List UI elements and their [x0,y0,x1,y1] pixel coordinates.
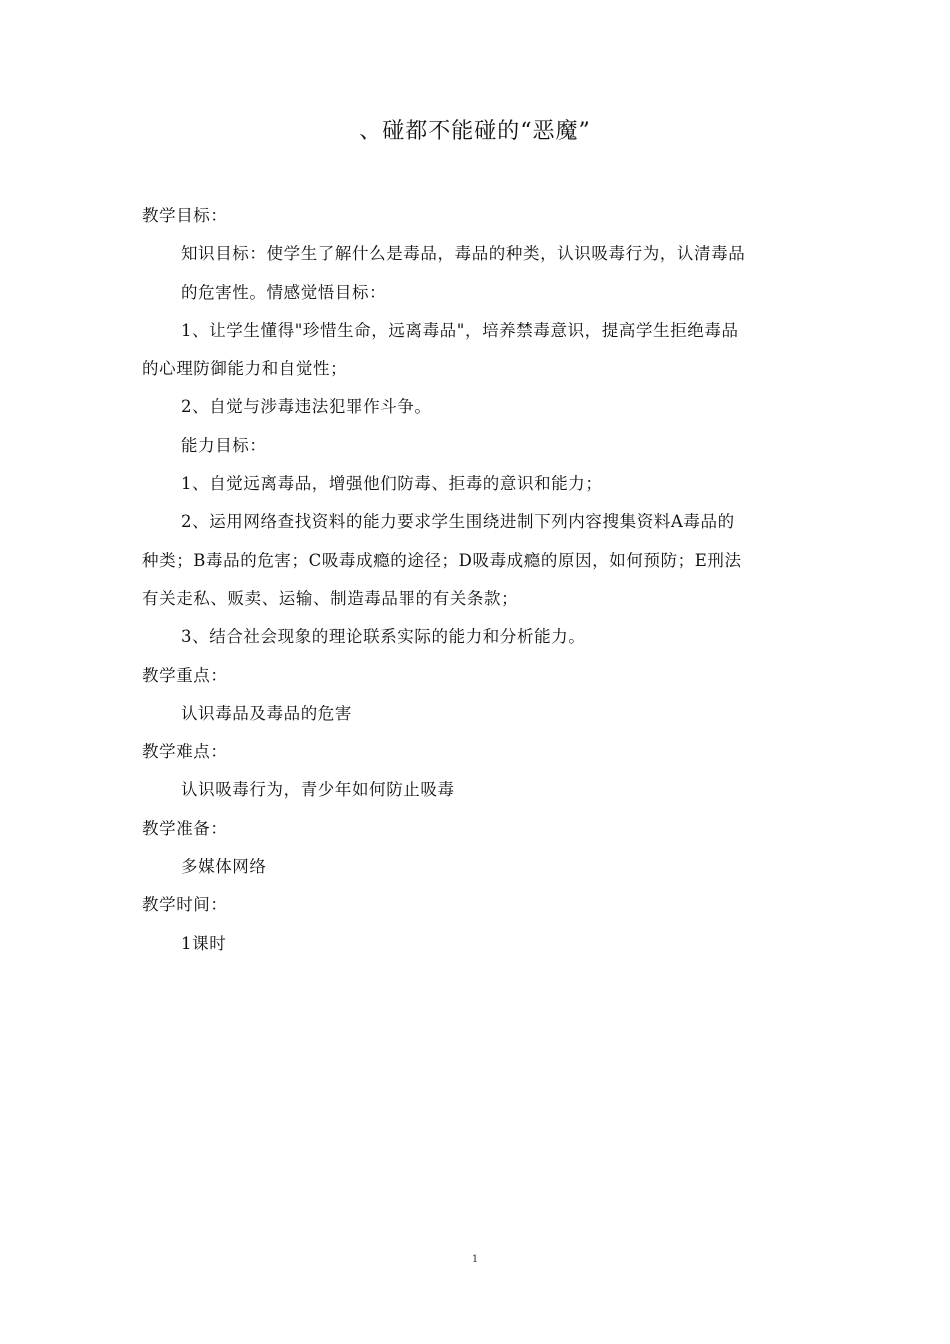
paragraph-line: 2、运用网络查找资料的能力要求学生围绕进制下列内容搜集资料A毒品的 [181,512,735,532]
paragraph-line: 有关走私、贩卖、运输、制造毒品罪的有关条款； [142,588,519,608]
paragraph-line: 2、自觉与涉毒违法犯罪作斗争。 [181,397,432,417]
paragraph-line: 种类；B毒品的危害；C吸毒成瘾的途径；D吸毒成瘾的原因，如何预防；E刑法 [142,550,742,570]
section-heading-difficulties: 教学难点： [142,742,228,762]
section-heading-key-points: 教学重点： [142,665,228,685]
page-number: 1 [471,1254,479,1265]
paragraph-line: 多媒体网络 [181,857,267,877]
paragraph-line: 3、结合社会现象的理论联系实际的能力和分析能力。 [181,627,586,647]
paragraph-line: 的心理防御能力和自觉性； [142,359,348,379]
document-body [142,197,822,963]
subheading-ability-objectives: 能力目标： [181,435,267,455]
section-heading-preparation: 教学准备： [142,818,228,838]
paragraph-line: 知识目标：使学生了解什么是毒品，毒品的种类，认识吸毒行为，认清毒品 [181,244,746,264]
paragraph-line: 认识吸毒行为，青少年如何防止吸毒 [181,780,455,800]
section-heading-objectives: 教学目标： [142,206,228,225]
paragraph-line: 的危害性。情感觉悟目标： [181,282,387,302]
paragraph-line: 1、自觉远离毒品，增强他们防毒、拒毒的意识和能力； [181,474,603,494]
section-heading-time: 教学时间： [142,895,228,915]
paragraph-line: 1课时 [181,933,227,953]
paragraph-line: 1、让学生懂得"珍惜生命，远离毒品"，培养禁毒意识，提高学生拒绝毒品 [181,320,739,340]
paragraph-line: 认识毒品及毒品的危害 [181,703,352,723]
document-title: 、碰都不能碰的“恶魔” [359,119,591,144]
